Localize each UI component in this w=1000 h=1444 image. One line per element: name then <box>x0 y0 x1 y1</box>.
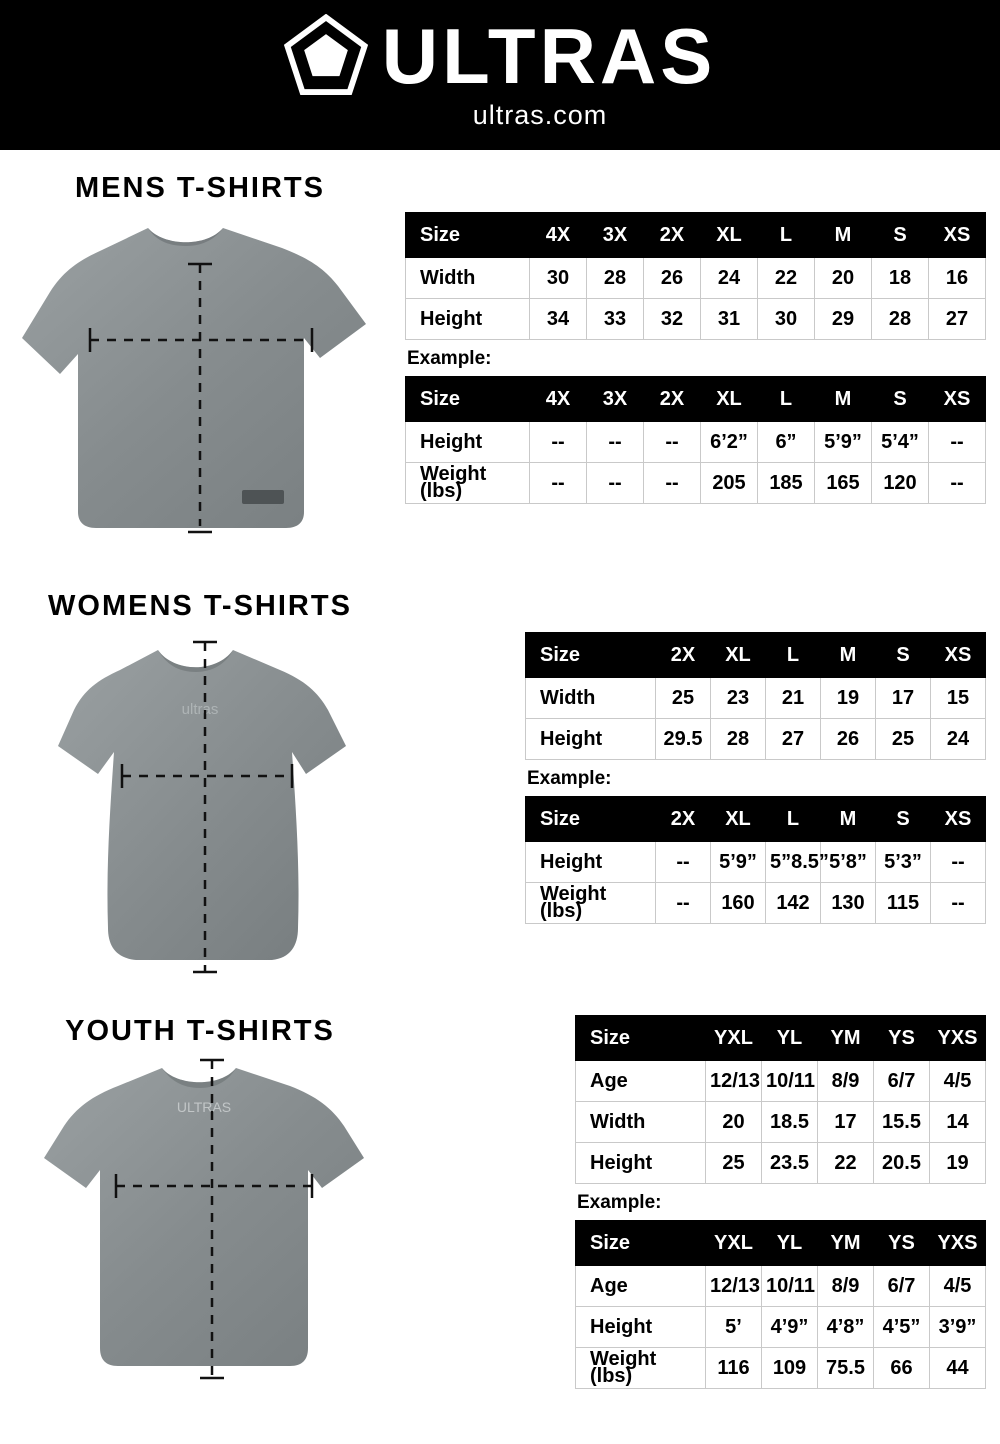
cell: 24 <box>931 719 986 760</box>
cell: 22 <box>758 258 815 299</box>
cell: 120 <box>872 463 929 504</box>
col-header: L <box>758 213 815 258</box>
col-header: XL <box>711 633 766 678</box>
table-row <box>406 422 986 463</box>
col-header: 3X <box>587 377 644 422</box>
womens-size-table <box>525 632 986 760</box>
cell: 109 <box>762 1348 818 1389</box>
table-row <box>576 1143 986 1184</box>
col-header: XS <box>931 633 986 678</box>
cell: 34 <box>530 299 587 340</box>
col-header: Size <box>526 797 656 842</box>
row-label: Height <box>526 719 656 760</box>
cell: 142 <box>766 883 821 924</box>
col-header: YXS <box>930 1221 986 1266</box>
cell: 8/9 <box>818 1266 874 1307</box>
cell: 5’3” <box>876 842 931 883</box>
cell: 22 <box>818 1143 874 1184</box>
table-header-row <box>526 633 986 678</box>
section-title-youth: YOUTH T-SHIRTS <box>65 1015 335 1047</box>
row-label: Weight (lbs) <box>576 1348 706 1389</box>
col-header: 2X <box>656 797 711 842</box>
cell: 17 <box>876 678 931 719</box>
col-header: YXS <box>930 1016 986 1061</box>
cell: 5’8” <box>821 842 876 883</box>
section-title-mens: MENS T-SHIRTS <box>75 172 325 204</box>
section-womens <box>0 570 1000 995</box>
cell: 5”8.5” <box>766 842 821 883</box>
cell: -- <box>530 463 587 504</box>
cell: 185 <box>758 463 815 504</box>
cell: 44 <box>930 1348 986 1389</box>
col-header: Size <box>406 213 530 258</box>
table-row <box>576 1061 986 1102</box>
col-header: S <box>876 797 931 842</box>
cell: 23 <box>711 678 766 719</box>
cell: 6/7 <box>874 1266 930 1307</box>
cell: 66 <box>874 1348 930 1389</box>
col-header: 4X <box>530 377 587 422</box>
cell: 15 <box>931 678 986 719</box>
cell: -- <box>656 883 711 924</box>
svg-text:ULTRAS: ULTRAS <box>176 1099 232 1115</box>
row-label: Height <box>576 1143 706 1184</box>
womens-example-table <box>525 796 986 924</box>
cell: 20.5 <box>874 1143 930 1184</box>
cell: -- <box>656 842 711 883</box>
table-header-row <box>526 797 986 842</box>
cell: 25 <box>876 719 931 760</box>
col-header: YS <box>874 1016 930 1061</box>
col-header: XL <box>701 377 758 422</box>
cell: 6’2” <box>701 422 758 463</box>
col-header: YL <box>762 1016 818 1061</box>
col-header: M <box>821 633 876 678</box>
cell: 165 <box>815 463 872 504</box>
cell: 27 <box>929 299 986 340</box>
row-label: Width <box>576 1102 706 1143</box>
cell: 18 <box>872 258 929 299</box>
col-header: S <box>872 377 929 422</box>
cell: -- <box>587 463 644 504</box>
row-label: Width <box>526 678 656 719</box>
table-header-row <box>406 213 986 258</box>
col-header: Size <box>526 633 656 678</box>
col-header: 2X <box>656 633 711 678</box>
mens-example-label: Example: <box>407 348 492 369</box>
cell: 5’9” <box>815 422 872 463</box>
cell: 27 <box>766 719 821 760</box>
cell: -- <box>530 422 587 463</box>
col-header: M <box>821 797 876 842</box>
cell: 20 <box>815 258 872 299</box>
col-header: YM <box>818 1221 874 1266</box>
col-header: XL <box>701 213 758 258</box>
cell: 5’4” <box>872 422 929 463</box>
cell: 14 <box>930 1102 986 1143</box>
table-row <box>526 842 986 883</box>
table-header-row <box>406 377 986 422</box>
cell: 19 <box>930 1143 986 1184</box>
youth-tables <box>575 1015 985 1389</box>
mens-example-table <box>405 376 986 504</box>
youth-size-table <box>575 1015 986 1184</box>
mens-tshirt-illustration <box>20 212 380 542</box>
table-row <box>406 299 986 340</box>
table-row <box>576 1102 986 1143</box>
col-header: XL <box>711 797 766 842</box>
row-label: Age <box>576 1266 706 1307</box>
row-label: Height <box>576 1307 706 1348</box>
cell: 21 <box>766 678 821 719</box>
womens-example-label: Example: <box>527 768 612 789</box>
cell: 19 <box>821 678 876 719</box>
cell: 4/5 <box>930 1061 986 1102</box>
cell: 12/13 <box>706 1061 762 1102</box>
col-header: Size <box>576 1016 706 1061</box>
cell: 160 <box>711 883 766 924</box>
cell: -- <box>644 422 701 463</box>
brand-url: ultras.com <box>472 100 608 130</box>
col-header: YL <box>762 1221 818 1266</box>
cell: 25 <box>656 678 711 719</box>
cell: 6/7 <box>874 1061 930 1102</box>
page-header <box>0 0 1000 150</box>
brand-row <box>284 11 717 100</box>
row-label: Height <box>526 842 656 883</box>
row-label: Weight (lbs) <box>526 883 656 924</box>
col-header: XS <box>929 213 986 258</box>
cell: 28 <box>587 258 644 299</box>
table-row <box>576 1307 986 1348</box>
col-header: 3X <box>587 213 644 258</box>
youth-tshirt-illustration <box>40 1050 370 1380</box>
col-header: M <box>815 213 872 258</box>
cell: 4’8” <box>818 1307 874 1348</box>
col-header: 2X <box>644 213 701 258</box>
cell: 5’ <box>706 1307 762 1348</box>
cell: 26 <box>821 719 876 760</box>
section-title-womens: WOMENS T-SHIRTS <box>48 590 352 622</box>
cell: 130 <box>821 883 876 924</box>
cell: -- <box>644 463 701 504</box>
cell: 205 <box>701 463 758 504</box>
cell: 116 <box>706 1348 762 1389</box>
cell: 30 <box>530 258 587 299</box>
mens-size-table <box>405 212 986 340</box>
col-header: L <box>766 797 821 842</box>
cell: 29.5 <box>656 719 711 760</box>
col-header: YXL <box>706 1016 762 1061</box>
cell: 5’9” <box>711 842 766 883</box>
cell: 23.5 <box>762 1143 818 1184</box>
cell: 24 <box>701 258 758 299</box>
table-row <box>526 719 986 760</box>
row-label: Age <box>576 1061 706 1102</box>
cell: 3’9” <box>930 1307 986 1348</box>
cell: 29 <box>815 299 872 340</box>
cell: 75.5 <box>818 1348 874 1389</box>
row-label: Weight (lbs) <box>406 463 530 504</box>
svg-text:ultras: ultras <box>181 701 219 718</box>
cell: 10/11 <box>762 1266 818 1307</box>
row-label: Height <box>406 299 530 340</box>
table-row <box>576 1266 986 1307</box>
cell: 31 <box>701 299 758 340</box>
col-header: L <box>766 633 821 678</box>
pentagon-logo-icon <box>284 14 368 98</box>
cell: 4’9” <box>762 1307 818 1348</box>
col-header: S <box>872 213 929 258</box>
youth-example-table <box>575 1220 986 1389</box>
table-header-row <box>576 1016 986 1061</box>
col-header: M <box>815 377 872 422</box>
table-row <box>406 258 986 299</box>
cell: 28 <box>711 719 766 760</box>
cell: 26 <box>644 258 701 299</box>
cell: 32 <box>644 299 701 340</box>
row-label: Height <box>406 422 530 463</box>
brand-name: ULTRAS <box>381 11 717 100</box>
cell: -- <box>587 422 644 463</box>
womens-tables <box>525 632 985 924</box>
cell: 115 <box>876 883 931 924</box>
col-header: S <box>876 633 931 678</box>
col-header: YXL <box>706 1221 762 1266</box>
cell: 8/9 <box>818 1061 874 1102</box>
table-row <box>406 463 986 504</box>
cell: 6” <box>758 422 815 463</box>
cell: 15.5 <box>874 1102 930 1143</box>
table-row <box>526 883 986 924</box>
cell: 4/5 <box>930 1266 986 1307</box>
brand-block <box>0 11 1000 131</box>
cell: 4’5” <box>874 1307 930 1348</box>
cell: 30 <box>758 299 815 340</box>
col-header: XS <box>931 797 986 842</box>
row-label: Width <box>406 258 530 299</box>
col-header: YS <box>874 1221 930 1266</box>
col-header: XS <box>929 377 986 422</box>
cell: -- <box>931 883 986 924</box>
col-header: Size <box>406 377 530 422</box>
table-header-row <box>576 1221 986 1266</box>
section-youth <box>0 995 1000 1444</box>
womens-tshirt-illustration <box>40 628 360 978</box>
table-row <box>576 1348 986 1389</box>
cell: 18.5 <box>762 1102 818 1143</box>
cell: -- <box>929 422 986 463</box>
cell: 10/11 <box>762 1061 818 1102</box>
table-row <box>526 678 986 719</box>
cell: 16 <box>929 258 986 299</box>
col-header: YM <box>818 1016 874 1061</box>
mens-tables <box>405 212 985 504</box>
cell: 20 <box>706 1102 762 1143</box>
cell: 33 <box>587 299 644 340</box>
col-header: 2X <box>644 377 701 422</box>
cell: 28 <box>872 299 929 340</box>
cell: -- <box>931 842 986 883</box>
section-mens <box>0 150 1000 570</box>
cell: 17 <box>818 1102 874 1143</box>
col-header: Size <box>576 1221 706 1266</box>
cell: -- <box>929 463 986 504</box>
cell: 25 <box>706 1143 762 1184</box>
youth-example-label: Example: <box>577 1192 662 1213</box>
col-header: 4X <box>530 213 587 258</box>
cell: 12/13 <box>706 1266 762 1307</box>
col-header: L <box>758 377 815 422</box>
